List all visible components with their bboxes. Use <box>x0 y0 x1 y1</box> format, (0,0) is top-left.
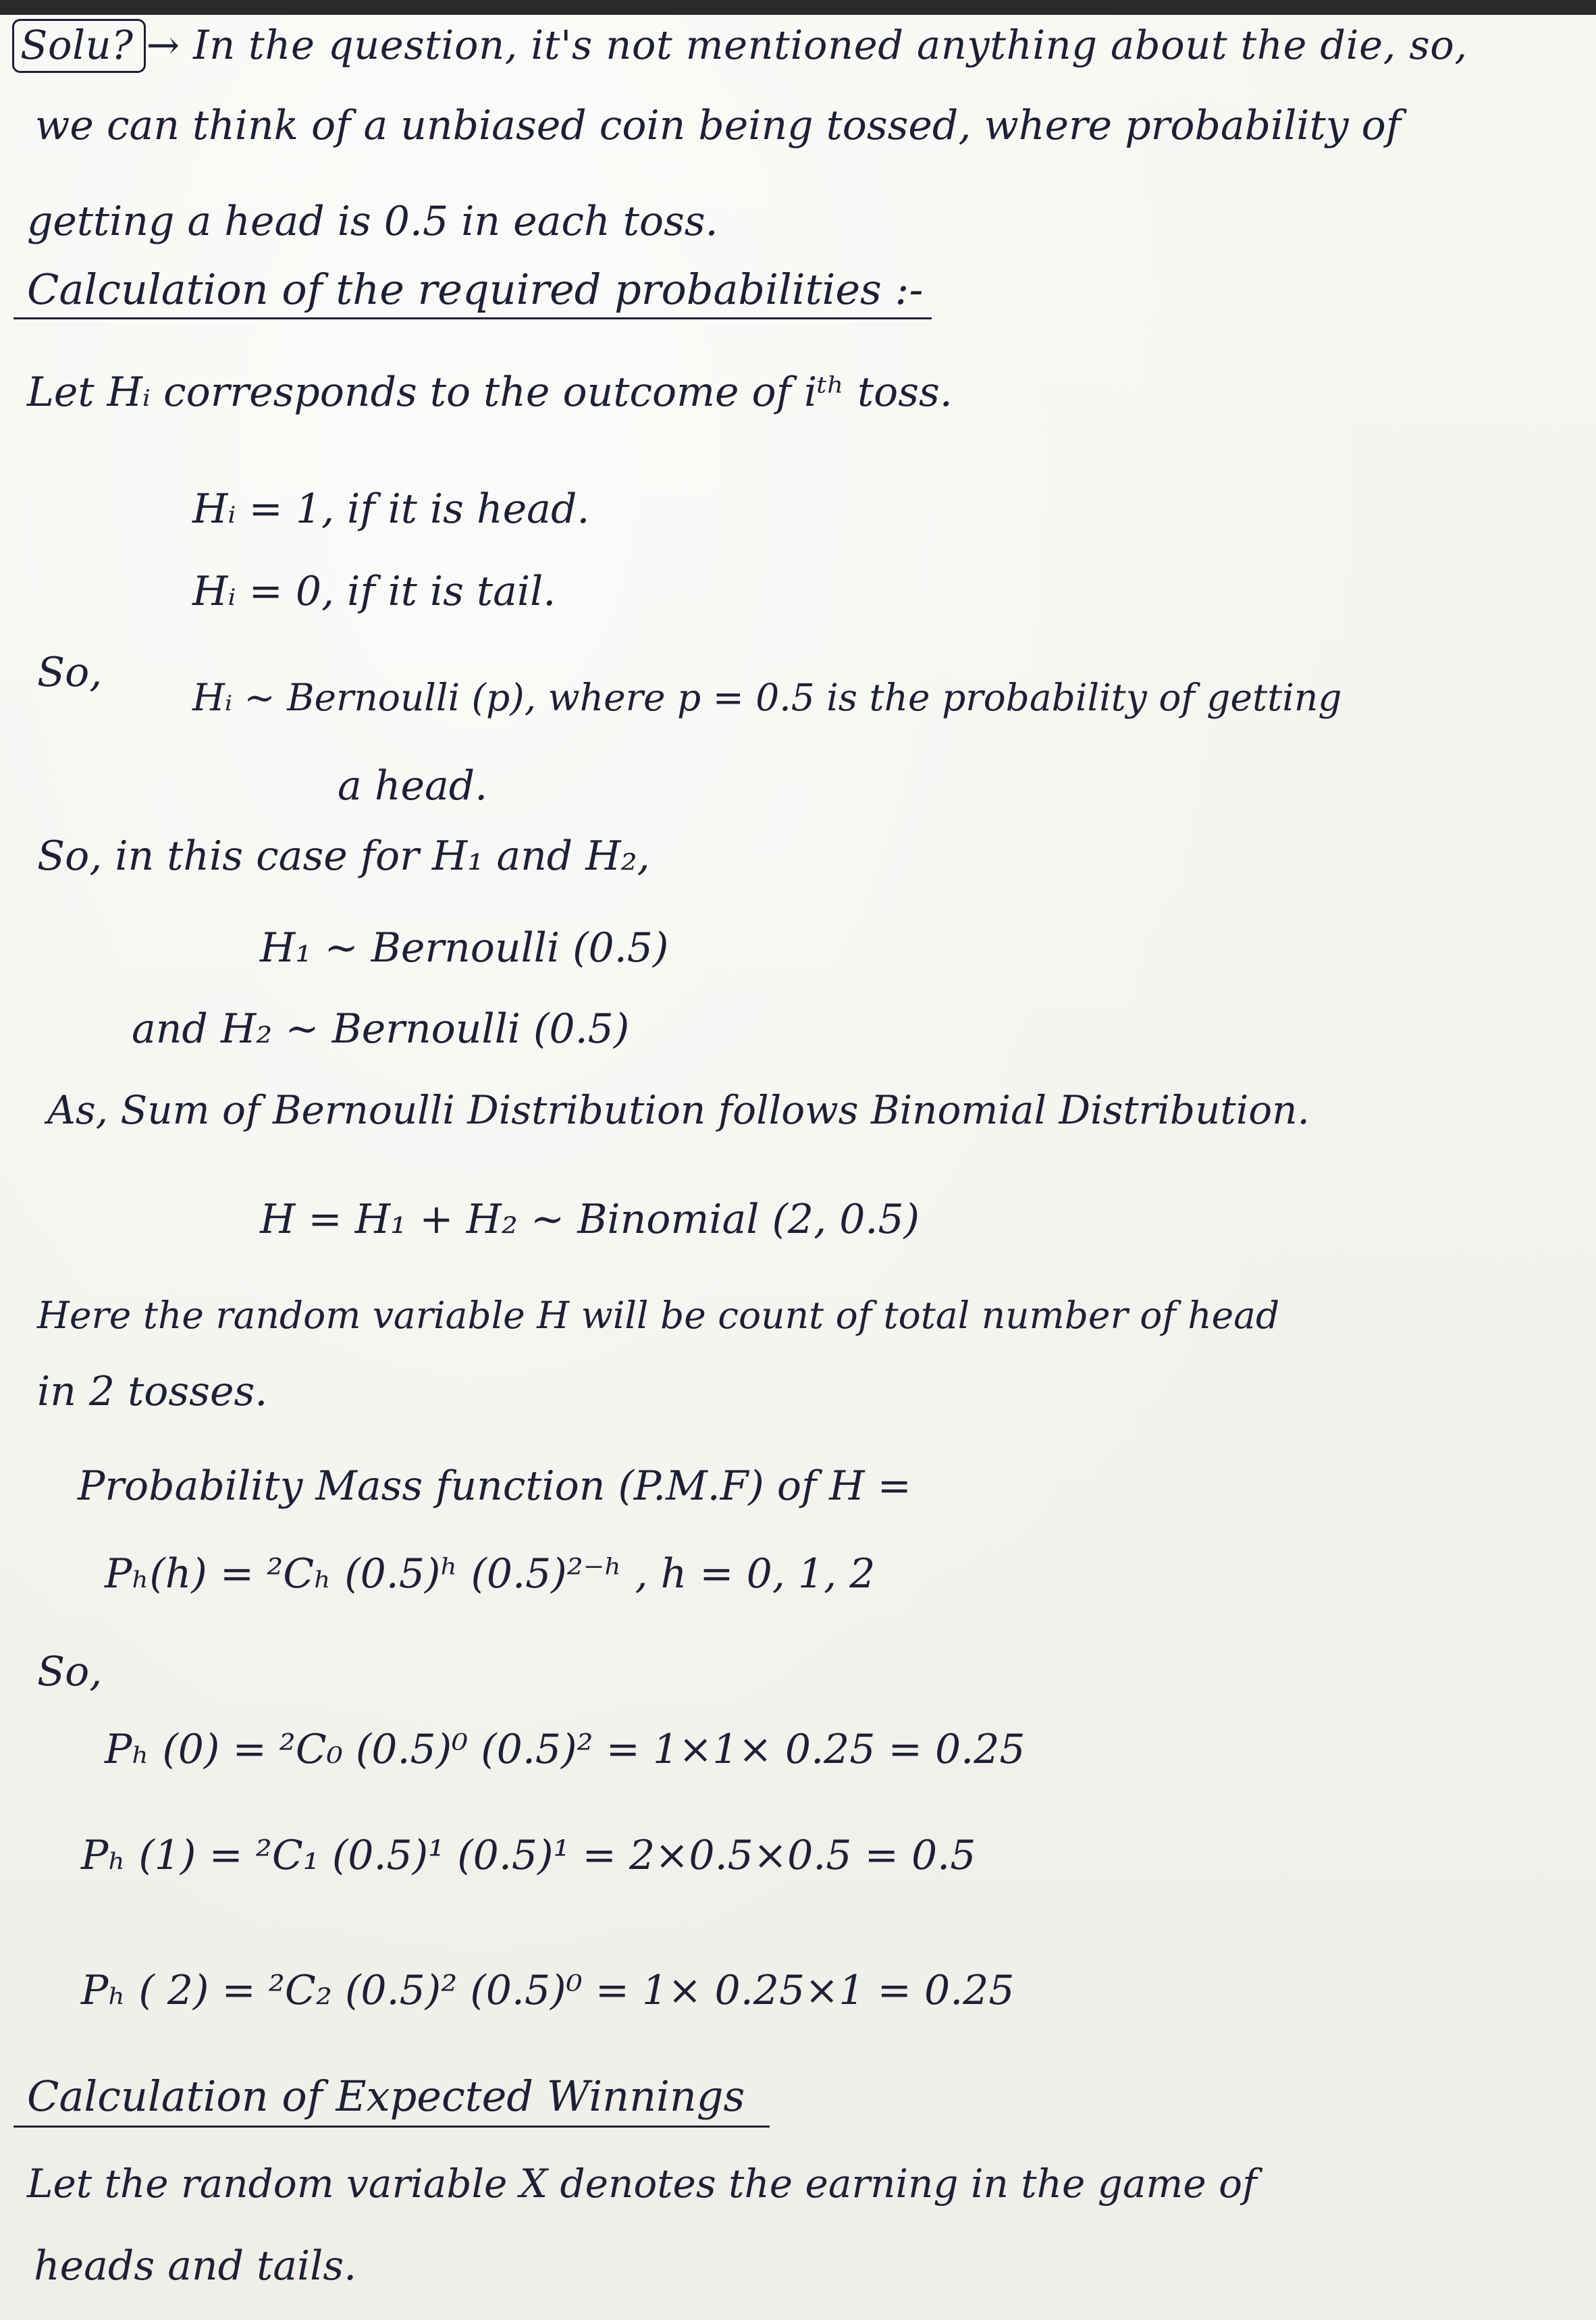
pmf-h0: Pₕ (0) = ²C₀ (0.5)⁰ (0.5)² = 1×1× 0.25 = 0.25 <box>105 1726 1026 1773</box>
page-top-edge <box>0 0 1596 15</box>
section-heading-expected-winnings: Calculation of Expected Winnings <box>27 2072 745 2121</box>
here-line-1: Here the random variable H will be count of total number of head <box>37 1294 1280 1337</box>
binomial-line: H = H₁ + H₂ ~ Binomial (2, 0.5) <box>260 1196 920 1243</box>
definition-head: Hᵢ = 1, if it is head. <box>192 485 590 533</box>
case-line: So, in this case for H₁ and H₂, <box>37 833 650 880</box>
intro-line-1: Solu? → In the question, it's not mentioned anything about the die, so, <box>20 22 1468 68</box>
h2-distribution: and H₂ ~ Bernoulli (0.5) <box>132 1005 630 1053</box>
let-x-line-1: Let the random variable X denotes the earning in the game of <box>27 2161 1257 2207</box>
so-label-1: So, <box>37 649 103 696</box>
section-heading-underline <box>14 317 932 319</box>
pmf-formula: Pₕ(h) = ²Cₕ (0.5)ʰ (0.5)²⁻ʰ , h = 0, 1, 2 <box>105 1550 876 1598</box>
definition-tail: Hᵢ = 0, if it is tail. <box>192 568 556 615</box>
bernoulli-line-1: Hᵢ ~ Bernoulli (p), where p = 0.5 is the probability of getting <box>192 676 1342 719</box>
intro-line-2: we can think of a unbiased coin being tossed, where probability of <box>35 102 1402 149</box>
let-hi-line: Let Hᵢ corresponds to the outcome of iᵗʰ toss. <box>27 369 953 416</box>
section-heading-probabilities: Calculation of the required probabilities :- <box>27 265 924 314</box>
pmf-h1: Pₕ (1) = ²C₁ (0.5)¹ (0.5)¹ = 2×0.5×0.5 = 0.5 <box>81 1832 976 1879</box>
here-line-2: in 2 tosses. <box>37 1368 268 1415</box>
so-label-2: So, <box>37 1648 103 1695</box>
pmf-heading: Probability Mass function (P.M.F) of H = <box>78 1462 911 1510</box>
bernoulli-line-2: a head. <box>338 762 488 810</box>
intro-line-3: getting a head is 0.5 in each toss. <box>27 198 718 245</box>
let-x-line-2: heads and tails. <box>34 2242 357 2290</box>
sum-bernoulli-line: As, Sum of Bernoulli Distribution follows Binomial Distribution. <box>47 1087 1310 1133</box>
pmf-h2: Pₕ ( 2) = ²C₂ (0.5)² (0.5)⁰ = 1× 0.25×1 = 0.25 <box>81 1967 1015 2014</box>
h1-distribution: H₁ ~ Bernoulli (0.5) <box>260 924 669 972</box>
expected-winnings-underline <box>14 2126 770 2128</box>
